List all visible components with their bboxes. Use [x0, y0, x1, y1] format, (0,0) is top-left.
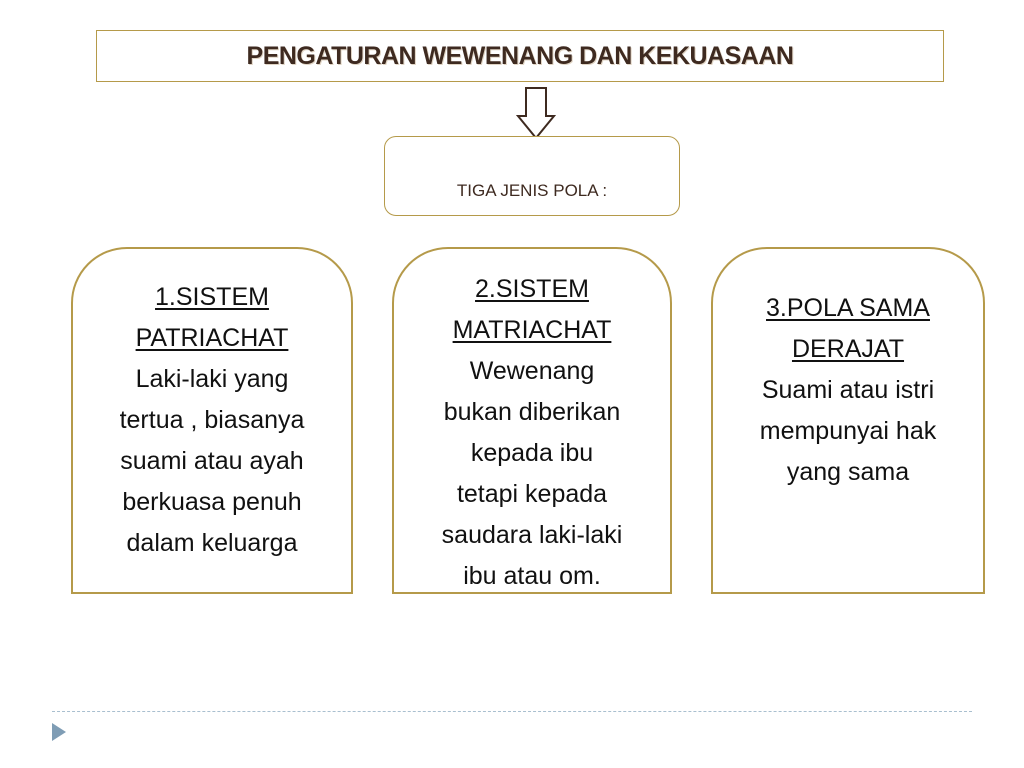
card-heading: DERAJAT: [791, 335, 905, 363]
card-body-line: kepada ibu: [470, 439, 594, 467]
card-body-line: yang sama: [786, 458, 910, 486]
play-triangle-icon: [50, 722, 68, 742]
card-patriachat: [71, 247, 353, 594]
card-body-line: tetapi kepada: [456, 480, 608, 508]
down-arrow-icon: [516, 86, 556, 140]
card-body-line: tertua , biasanya: [119, 406, 305, 434]
card-heading: MATRIACHAT: [452, 316, 612, 344]
pola-label: TIGA JENIS POLA :: [456, 181, 608, 200]
card-body-line: bukan diberikan: [443, 398, 621, 426]
card-body-line: mempunyai hak: [759, 417, 937, 445]
card-matriachat: [392, 247, 672, 594]
card-body-line: ibu atau om.: [463, 562, 601, 590]
card-heading: 3.POLA SAMA: [766, 294, 930, 322]
card-heading: 1.SISTEM: [155, 283, 269, 311]
footer-divider: [52, 711, 972, 712]
slide-title: PENGATURAN WEWENANG DAN KEKUASAAN: [246, 41, 794, 70]
card-body-line: berkuasa penuh: [122, 488, 302, 516]
title-box: [96, 30, 944, 82]
card-pola-sama-derajat: [711, 247, 985, 594]
card-body-line: Wewenang: [469, 357, 595, 385]
card-body-line: Suami atau istri: [761, 376, 935, 404]
card-body-line: saudara laki-laki: [441, 521, 623, 549]
card-body-line: Laki-laki yang: [135, 365, 289, 393]
pola-box: [384, 136, 680, 216]
card-heading: PATRIACHAT: [135, 324, 289, 352]
card-heading: 2.SISTEM: [475, 275, 589, 303]
card-body-line: suami atau ayah: [120, 447, 304, 475]
card-body-line: dalam keluarga: [126, 529, 298, 557]
